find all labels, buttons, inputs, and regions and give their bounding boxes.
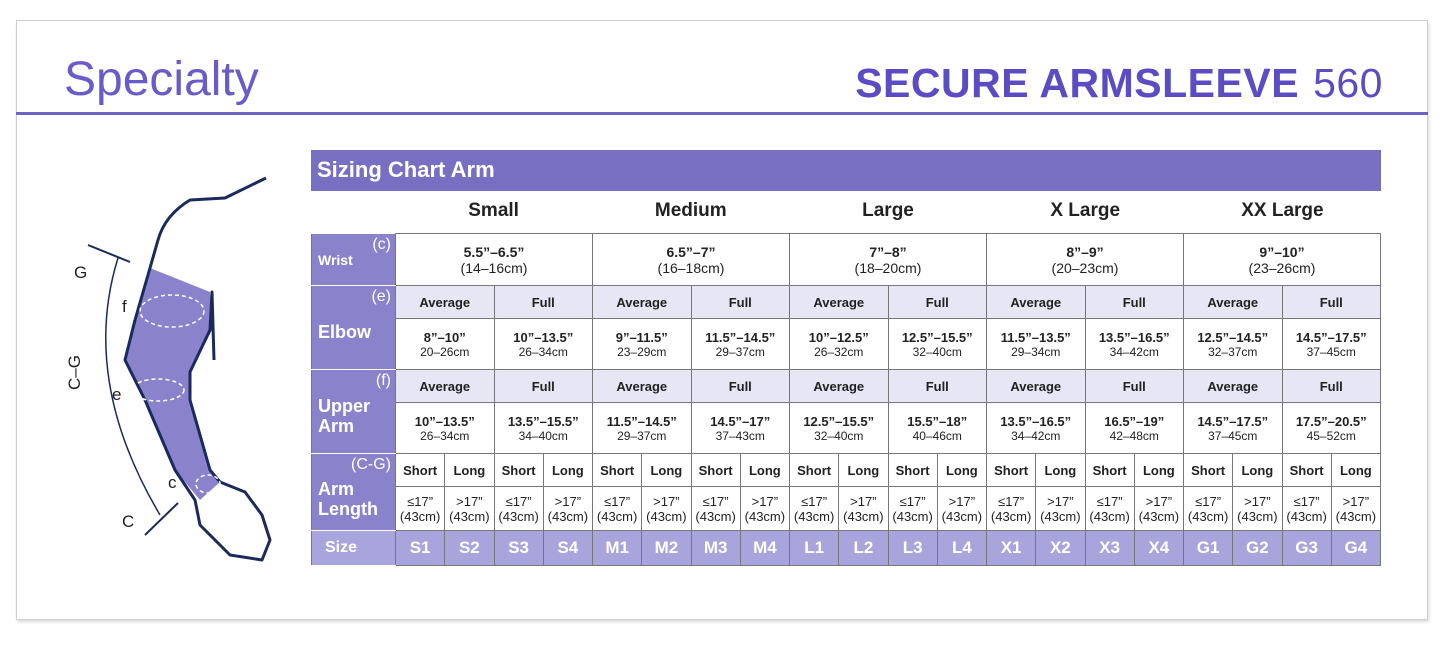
label-g: G <box>74 263 88 282</box>
upper-fit-row <box>312 370 1381 403</box>
cm-value: 32–40cm <box>814 428 864 443</box>
size-code: G1 <box>1184 531 1233 566</box>
upper-cell <box>1085 403 1184 454</box>
inch-value: ≤17” <box>1195 493 1222 509</box>
length-cell <box>691 487 740 531</box>
sizing-table <box>311 233 1381 566</box>
cm-value: (43cm) <box>793 508 835 524</box>
row-label-text: Arm Length <box>318 479 378 519</box>
inch-value: ≤17” <box>1096 493 1123 509</box>
inch-value: >17” <box>1145 493 1173 509</box>
cm-value: (18–20cm) <box>854 259 922 276</box>
row-label-elbow <box>312 286 396 370</box>
upper-cell <box>1282 403 1381 454</box>
cm-value: (43cm) <box>1237 508 1278 524</box>
fit-label: Average <box>593 286 692 319</box>
length-label: Short <box>494 454 543 487</box>
fit-label: Full <box>888 286 987 319</box>
size-code: L2 <box>839 531 888 566</box>
length-cell <box>987 487 1036 531</box>
cm-value: 20–26cm <box>420 344 470 359</box>
length-label: Short <box>987 454 1036 487</box>
inch-value: ≤17” <box>702 493 729 509</box>
inch-value: 10”–13.5” <box>414 413 475 429</box>
inch-value: ≤17” <box>505 493 532 509</box>
elbow-fit-row <box>312 286 1381 319</box>
inch-value: 15.5”–18” <box>907 413 968 429</box>
row-label-upper <box>312 370 396 454</box>
inch-value: >17” <box>948 493 976 509</box>
inch-value: 14.5”–17.5” <box>1197 413 1269 429</box>
inch-value: 5.5”–6.5” <box>463 243 525 260</box>
inch-value: >17” <box>751 493 779 509</box>
label-c-small: c <box>168 473 177 492</box>
elbow-cell <box>1085 319 1184 370</box>
cm-value: (43cm) <box>596 508 638 524</box>
cm-value: 23–29cm <box>617 344 667 359</box>
wrist-cell <box>1184 234 1381 286</box>
upper-cell <box>987 403 1086 454</box>
measure-mark: (C-G) <box>351 456 391 473</box>
inch-value: 17.5”–20.5” <box>1295 413 1367 429</box>
fit-label: Average <box>987 286 1086 319</box>
length-label: Short <box>1085 454 1134 487</box>
size-code: X2 <box>1036 531 1085 566</box>
group-small: Small <box>468 200 519 221</box>
inch-value: 7”–8” <box>869 243 907 260</box>
fit-label: Average <box>1184 286 1283 319</box>
length-value-row <box>312 487 1381 531</box>
elbow-cell <box>1282 319 1381 370</box>
length-label: Long <box>1331 454 1380 487</box>
upper-cell <box>396 403 495 454</box>
inch-value: 13.5”–15.5” <box>507 413 579 429</box>
row-label-wrist <box>312 234 396 286</box>
group-xlarge: X Large <box>1050 200 1121 221</box>
wrist-cell <box>396 234 593 286</box>
elbow-cell <box>987 319 1086 370</box>
label-c-g: C–G <box>65 355 84 390</box>
cm-value: (43cm) <box>695 508 736 524</box>
cm-value: (43cm) <box>1089 508 1130 524</box>
size-code: M1 <box>593 531 642 566</box>
cm-value: 26–32cm <box>814 344 864 359</box>
length-cell <box>1085 487 1134 531</box>
fit-label: Average <box>1184 370 1283 403</box>
inch-value: 11.5”–13.5” <box>1000 329 1071 345</box>
size-code: G4 <box>1331 531 1380 566</box>
size-code: X4 <box>1134 531 1183 566</box>
length-cell <box>1233 487 1282 531</box>
length-label: Long <box>740 454 789 487</box>
fit-label: Full <box>1282 286 1381 319</box>
elbow-value-row <box>312 319 1381 370</box>
measure-mark: (f) <box>375 372 391 389</box>
product-name: SECURE ARMSLEEVE <box>855 60 1300 106</box>
length-cell <box>888 487 937 531</box>
elbow-cell <box>396 319 495 370</box>
upper-value-row <box>312 403 1381 454</box>
fit-label: Average <box>593 370 692 403</box>
product-title <box>855 60 1383 107</box>
size-code: S1 <box>396 531 445 566</box>
upper-cell <box>593 403 692 454</box>
label-c: C <box>122 512 135 531</box>
length-label: Short <box>593 454 642 487</box>
model-number: 560 <box>1313 60 1383 106</box>
inch-value: 12.5”–15.5” <box>901 329 973 345</box>
fit-label: Full <box>1282 370 1381 403</box>
length-label: Short <box>790 454 839 487</box>
inch-value: 14.5”–17.5” <box>1295 329 1367 345</box>
size-code: G3 <box>1282 531 1331 566</box>
cm-value: (43cm) <box>1286 508 1327 524</box>
cm-value: 40–46cm <box>912 428 962 443</box>
fit-label: Average <box>790 286 889 319</box>
length-label: Long <box>642 454 691 487</box>
length-cell <box>445 487 494 531</box>
size-group-headers <box>395 200 1381 222</box>
cm-value: (23–26cm) <box>1248 259 1316 276</box>
length-cell <box>1282 487 1331 531</box>
inch-value: >17” <box>1342 493 1370 509</box>
length-cell <box>937 487 986 531</box>
group-large: Large <box>862 200 914 221</box>
chart-title: Sizing Chart Arm <box>311 150 1381 191</box>
elbow-cell <box>593 319 692 370</box>
length-label: Long <box>445 454 494 487</box>
length-label-row <box>312 454 1381 487</box>
length-cell <box>396 487 445 531</box>
inch-value: 11.5”–14.5” <box>705 329 776 345</box>
label-f: f <box>122 297 127 316</box>
size-code: M4 <box>740 531 789 566</box>
size-code: S4 <box>543 531 592 566</box>
cm-value: (43cm) <box>1040 508 1081 524</box>
wrist-cell <box>593 234 790 286</box>
size-code: S3 <box>494 531 543 566</box>
inch-value: 9”–11.5” <box>615 329 668 345</box>
upper-cell <box>1184 403 1283 454</box>
group-xxlarge: XX Large <box>1241 200 1324 221</box>
cm-value: (43cm) <box>449 508 490 524</box>
inch-value: ≤17” <box>1293 493 1320 509</box>
group-medium: Medium <box>654 200 727 221</box>
category-title: Specialty <box>64 53 259 106</box>
upper-cell <box>888 403 987 454</box>
row-label-text: Size <box>325 539 358 556</box>
fit-label: Full <box>691 370 790 403</box>
size-code: L1 <box>790 531 839 566</box>
elbow-cell <box>1184 319 1283 370</box>
cm-value: 37–43cm <box>715 428 765 443</box>
length-cell <box>494 487 543 531</box>
upper-cell <box>691 403 790 454</box>
inch-value: ≤17” <box>998 493 1025 509</box>
inch-value: >17” <box>1244 493 1271 509</box>
inch-value: 11.5”–14.5” <box>606 413 677 429</box>
label-e: e <box>112 385 122 404</box>
cm-value: (20–23cm) <box>1051 259 1119 276</box>
cm-value: (43cm) <box>498 508 539 524</box>
fit-label: Average <box>790 370 889 403</box>
cm-value: 29–37cm <box>715 344 765 359</box>
cm-value: 29–37cm <box>617 428 667 443</box>
length-label: Long <box>937 454 986 487</box>
cm-value: (43cm) <box>1335 508 1377 524</box>
upper-cell <box>494 403 593 454</box>
fit-label: Full <box>1085 286 1184 319</box>
upper-cell <box>790 403 889 454</box>
length-cell <box>740 487 789 531</box>
fit-label: Average <box>987 370 1086 403</box>
size-row <box>312 531 1381 566</box>
arm-diagram <box>60 170 290 570</box>
fit-label: Full <box>888 370 987 403</box>
size-code: M3 <box>691 531 740 566</box>
wrist-row <box>312 234 1381 286</box>
length-label: Short <box>1282 454 1331 487</box>
inch-value: 14.5”–17” <box>710 413 771 429</box>
fit-label: Full <box>1085 370 1184 403</box>
inch-value: 13.5”–16.5” <box>1000 413 1072 429</box>
cm-value: (16–18cm) <box>657 259 725 276</box>
cm-value: (43cm) <box>892 508 933 524</box>
length-cell <box>543 487 592 531</box>
cm-value: 34–42cm <box>1109 344 1159 359</box>
inch-value: 16.5”–19” <box>1104 413 1165 429</box>
size-code: S2 <box>445 531 494 566</box>
length-label: Short <box>888 454 937 487</box>
cm-value: 32–40cm <box>912 344 962 359</box>
inch-value: 8”–9” <box>1066 243 1104 260</box>
row-label-text: Elbow <box>318 321 371 342</box>
inch-value: 9”–10” <box>1259 243 1305 260</box>
cm-value: 34–40cm <box>518 428 568 443</box>
length-cell <box>593 487 642 531</box>
cm-value: (43cm) <box>1138 508 1180 524</box>
cm-value: (43cm) <box>646 508 687 524</box>
length-cell <box>839 487 888 531</box>
wrist-cell <box>790 234 987 286</box>
inch-value: ≤17” <box>604 493 631 509</box>
length-label: Short <box>396 454 445 487</box>
inch-value: ≤17” <box>801 493 828 509</box>
cm-value: (43cm) <box>990 508 1032 524</box>
length-label: Short <box>691 454 740 487</box>
cm-value: (43cm) <box>744 508 786 524</box>
row-label-size <box>312 531 396 566</box>
inch-value: >17” <box>1047 493 1074 509</box>
cm-value: 42–48cm <box>1109 428 1159 443</box>
inch-value: >17” <box>850 493 877 509</box>
measure-mark: (e) <box>371 288 391 305</box>
length-cell <box>1134 487 1183 531</box>
inch-value: 13.5”–16.5” <box>1098 329 1170 345</box>
length-label: Short <box>1184 454 1233 487</box>
elbow-cell <box>790 319 889 370</box>
length-label: Long <box>839 454 888 487</box>
measure-mark: (c) <box>372 236 391 253</box>
size-code: X3 <box>1085 531 1134 566</box>
cm-value: 29–34cm <box>1011 344 1061 359</box>
cm-value: 26–34cm <box>420 428 470 443</box>
inch-value: 6.5”–7” <box>666 243 716 260</box>
wrist-cell <box>987 234 1184 286</box>
inch-value: >17” <box>456 493 483 509</box>
cm-value: 45–52cm <box>1306 428 1356 443</box>
length-label: Long <box>1036 454 1085 487</box>
inch-value: ≤17” <box>899 493 926 509</box>
length-cell <box>1184 487 1233 531</box>
divider <box>16 112 1428 115</box>
elbow-cell <box>888 319 987 370</box>
size-code: L4 <box>937 531 986 566</box>
size-code: X1 <box>987 531 1036 566</box>
size-code: G2 <box>1233 531 1282 566</box>
row-label-text: Wrist <box>318 252 353 268</box>
cm-value: 37–45cm <box>1306 344 1356 359</box>
inch-value: 12.5”–14.5” <box>1197 329 1269 345</box>
fit-label: Full <box>494 370 593 403</box>
length-cell <box>790 487 839 531</box>
inch-value: 10”–13.5” <box>513 329 574 345</box>
fit-label: Average <box>396 370 495 403</box>
size-code: M2 <box>642 531 691 566</box>
inch-value: ≤17” <box>407 493 434 509</box>
cm-value: (43cm) <box>843 508 884 524</box>
inch-value: >17” <box>653 493 680 509</box>
cm-value: (14–16cm) <box>460 259 528 276</box>
elbow-cell <box>691 319 790 370</box>
cm-value: (43cm) <box>547 508 589 524</box>
fit-label: Average <box>396 286 495 319</box>
inch-value: 10”–12.5” <box>808 329 869 345</box>
inch-value: 8”–10” <box>423 329 466 345</box>
length-label: Long <box>543 454 592 487</box>
length-cell <box>1036 487 1085 531</box>
length-cell <box>1331 487 1380 531</box>
elbow-cell <box>494 319 593 370</box>
row-label-length <box>312 454 396 531</box>
cm-value: (43cm) <box>941 508 983 524</box>
row-label-text: Upper Arm <box>318 395 371 436</box>
fit-label: Full <box>691 286 790 319</box>
size-code: L3 <box>888 531 937 566</box>
length-label: Long <box>1233 454 1282 487</box>
cm-value: 26–34cm <box>518 344 568 359</box>
fit-label: Full <box>494 286 593 319</box>
inch-value: 12.5”–15.5” <box>803 413 875 429</box>
cm-value: (43cm) <box>1187 508 1229 524</box>
length-label: Long <box>1134 454 1183 487</box>
inch-value: >17” <box>554 493 582 509</box>
length-cell <box>642 487 691 531</box>
cm-value: 32–37cm <box>1208 344 1258 359</box>
cm-value: 37–45cm <box>1208 428 1258 443</box>
cm-value: 34–42cm <box>1011 428 1061 443</box>
cm-value: (43cm) <box>399 508 441 524</box>
